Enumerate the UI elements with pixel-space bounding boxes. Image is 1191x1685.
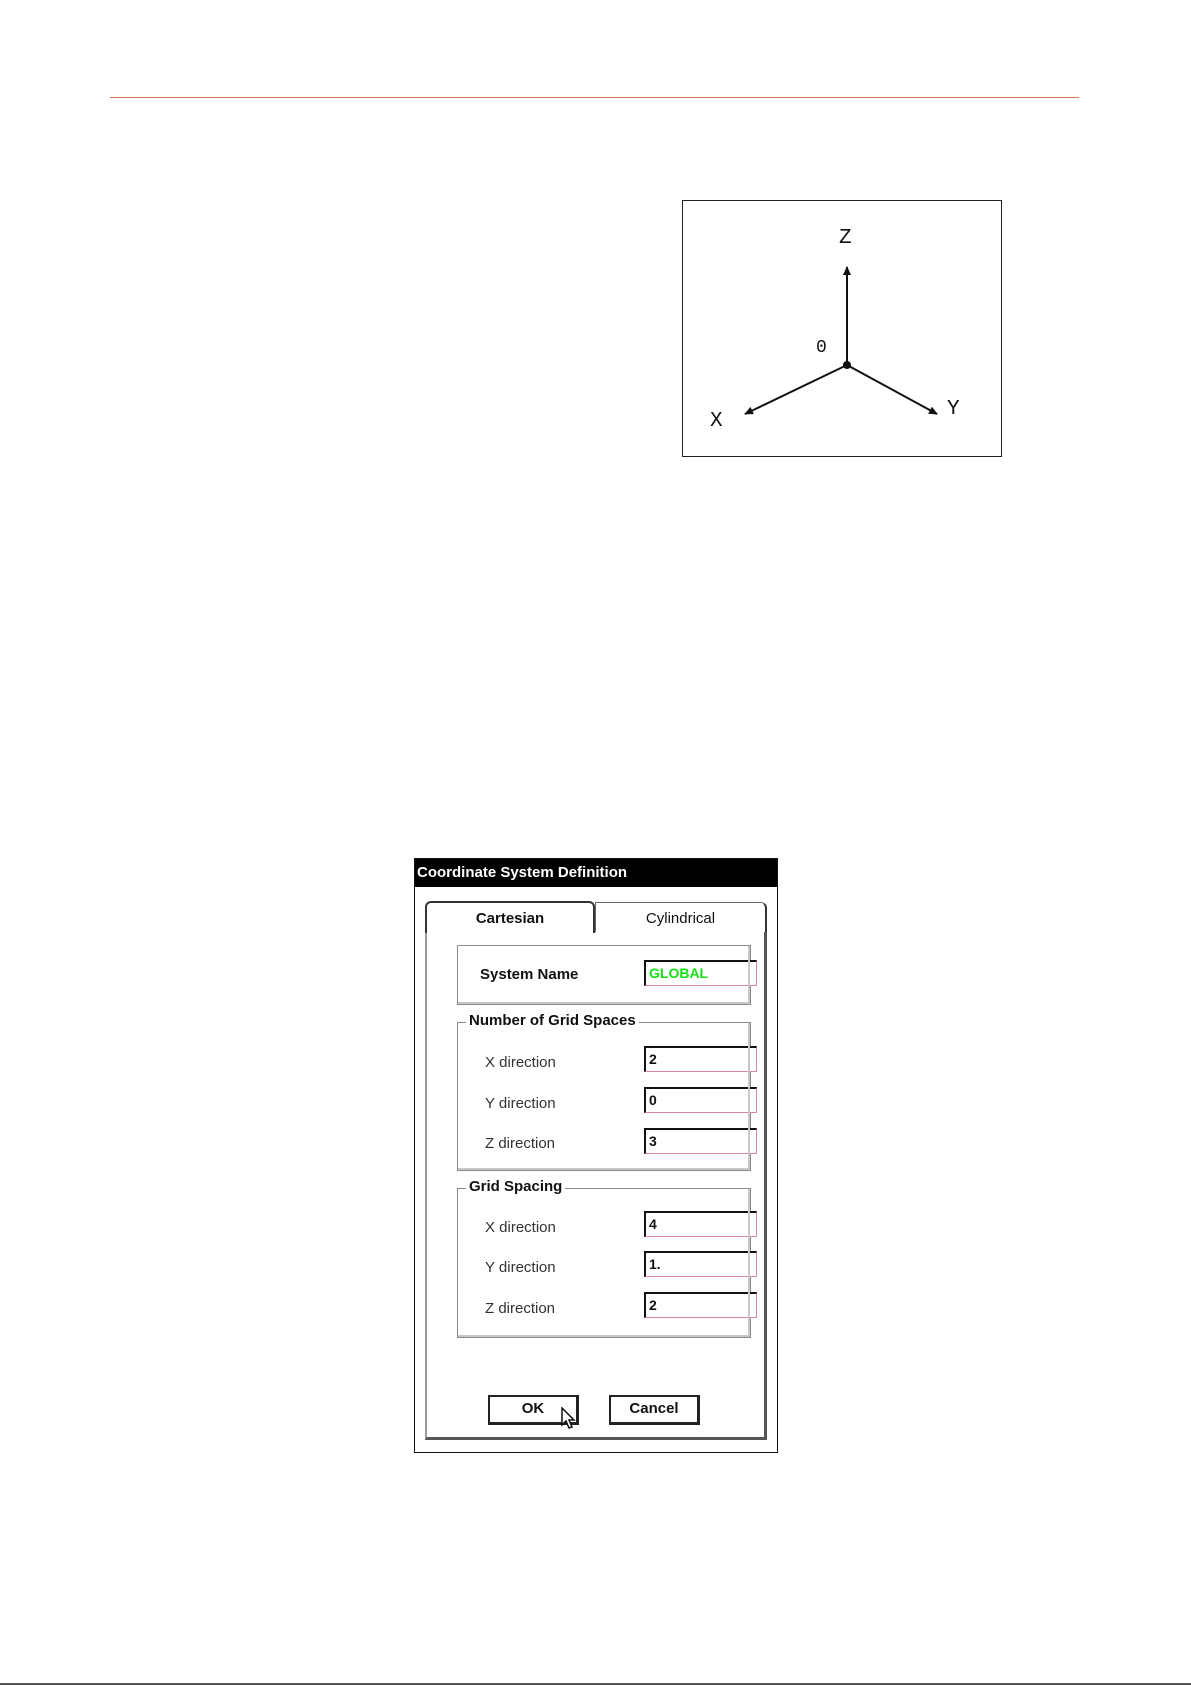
grid-spacing-group bbox=[457, 1178, 751, 1338]
dialog-title: Coordinate System Definition bbox=[415, 859, 777, 887]
z-axis-label: Z bbox=[839, 227, 852, 250]
grid-spaces-z-label: Z direction bbox=[485, 1135, 556, 1152]
ok-button[interactable]: OK bbox=[488, 1395, 579, 1425]
grid-spaces-y-field[interactable]: 0 bbox=[644, 1087, 757, 1113]
grid-spaces-z-field[interactable]: 3 bbox=[644, 1128, 757, 1154]
grid-spacing-y-field[interactable]: 1. bbox=[644, 1251, 757, 1277]
grid-spacing-x-label: X direction bbox=[485, 1219, 556, 1236]
grid-spacing-z-label: Z direction bbox=[485, 1300, 556, 1317]
origin-point bbox=[843, 361, 851, 369]
grid-spaces-y-label: Y direction bbox=[485, 1095, 556, 1112]
grid-spacing-z-field[interactable]: 2 bbox=[644, 1292, 757, 1318]
system-name-group bbox=[457, 945, 751, 1005]
mouse-pointer-icon bbox=[561, 1407, 577, 1431]
cancel-button[interactable]: Cancel bbox=[609, 1395, 700, 1425]
tab-panel bbox=[425, 930, 767, 1440]
system-name-field[interactable]: GLOBAL bbox=[644, 960, 757, 986]
grid-spacing-x-field[interactable]: 4 bbox=[644, 1211, 757, 1237]
grid-spaces-title: Number of Grid Spaces bbox=[466, 1012, 639, 1029]
grid-spacing-y-label: Y direction bbox=[485, 1259, 556, 1276]
origin-label: 0 bbox=[816, 338, 827, 358]
system-name-label: System Name bbox=[480, 966, 579, 983]
y-axis-line bbox=[847, 365, 937, 414]
x-axis-label: X bbox=[710, 410, 723, 433]
grid-spaces-group bbox=[457, 1012, 751, 1171]
tab-cylindrical[interactable]: Cylindrical bbox=[595, 902, 767, 932]
tab-cartesian[interactable]: Cartesian bbox=[425, 901, 595, 933]
y-axis-label: Y bbox=[947, 398, 960, 421]
grid-spaces-x-field[interactable]: 2 bbox=[644, 1046, 757, 1072]
x-axis-line bbox=[745, 365, 847, 414]
coordinate-system-dialog bbox=[414, 858, 778, 1453]
grid-spaces-x-label: X direction bbox=[485, 1054, 556, 1071]
axes-diagram bbox=[682, 200, 1002, 457]
grid-spacing-title: Grid Spacing bbox=[466, 1178, 565, 1195]
axes-svg bbox=[683, 201, 1001, 456]
header-rule bbox=[110, 97, 1079, 98]
